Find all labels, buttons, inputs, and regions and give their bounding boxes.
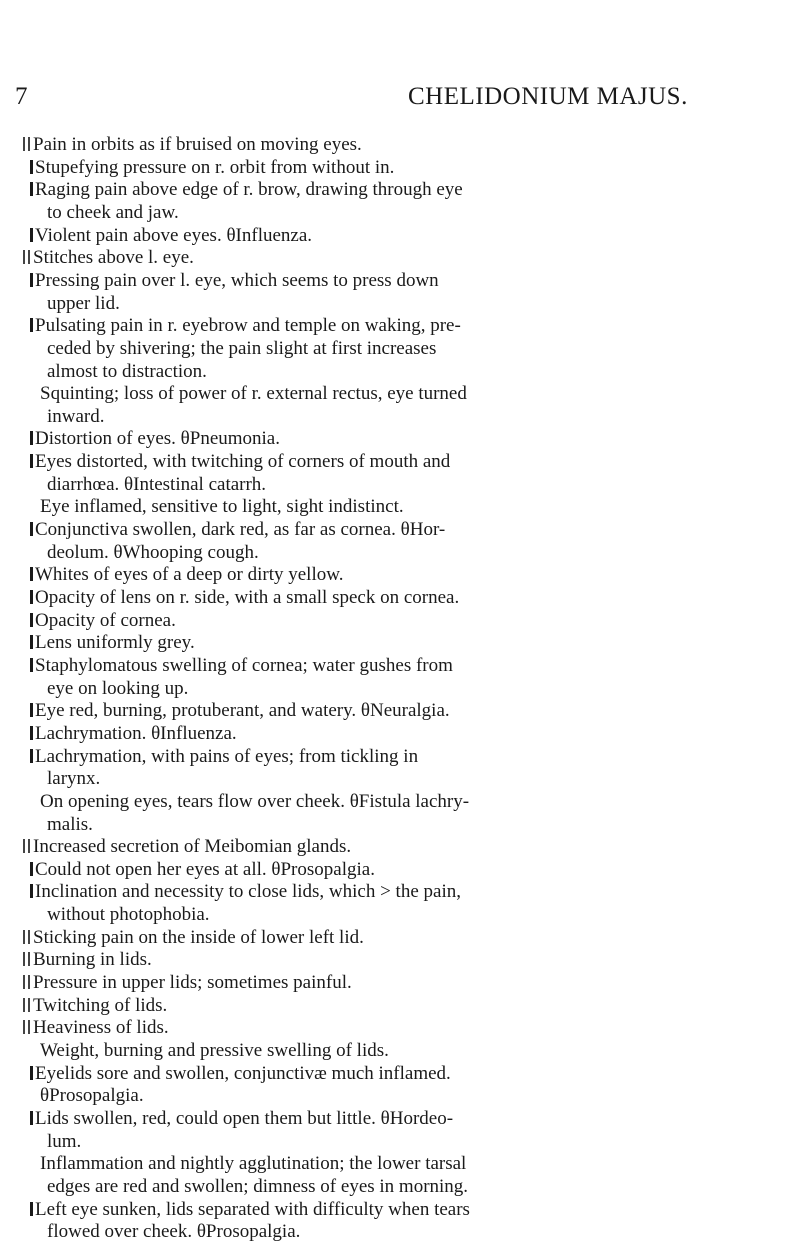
text-line	[40, 1038, 389, 1063]
line-text: Pulsating pain in r. eyebrow and temple on waking, pre-	[35, 315, 461, 337]
line-text: inward.	[47, 405, 105, 427]
text-line	[30, 721, 237, 746]
text-line	[30, 744, 418, 769]
emphasis-bar	[30, 749, 33, 763]
line-text: Whites of eyes of a deep or dirty yellow.	[35, 564, 344, 586]
text-line	[30, 268, 439, 293]
emphasis-bar	[30, 454, 33, 468]
text-line	[30, 177, 463, 202]
line-text: almost to distraction.	[47, 360, 207, 382]
emphasis-marks	[23, 925, 33, 950]
line-text: Lens uniformly grey.	[35, 632, 195, 654]
page-number: 7	[15, 83, 28, 110]
text-line	[30, 857, 375, 882]
text-line	[47, 291, 120, 316]
line-text: Distortion of eyes. θPneumonia.	[35, 428, 280, 450]
line-text: Lids swollen, red, could open them but little. θHordeo-	[35, 1107, 454, 1129]
emphasis-bar	[23, 839, 25, 853]
text-line	[47, 540, 259, 565]
text-line	[30, 608, 176, 633]
text-line	[47, 336, 436, 361]
line-text: without photophobia.	[47, 904, 210, 926]
text-line	[23, 970, 352, 995]
emphasis-marks	[23, 1015, 33, 1040]
text-line	[47, 200, 179, 225]
text-line	[30, 517, 445, 542]
emphasis-bar	[23, 1020, 25, 1034]
text-line	[30, 313, 461, 338]
text-line	[40, 1083, 144, 1108]
text-line	[23, 925, 364, 950]
text-line	[47, 766, 100, 791]
text-line	[40, 789, 469, 814]
emphasis-bar	[23, 952, 25, 966]
emphasis-bar	[30, 522, 33, 536]
text-line	[30, 1197, 470, 1222]
line-text: Squinting; loss of power of r. external rectus, eye turned	[40, 383, 467, 405]
line-text: flowed over cheek. θProsopalgia.	[47, 1221, 301, 1243]
line-text: diarrhœa. θIntestinal catarrh.	[47, 473, 267, 495]
text-line	[40, 494, 404, 519]
emphasis-bar	[28, 839, 30, 853]
text-line	[40, 1151, 466, 1176]
text-line	[30, 698, 450, 723]
running-title: CHELIDONIUM MAJUS.	[408, 83, 688, 110]
line-text: Stitches above l. eye.	[33, 247, 194, 269]
emphasis-bar	[23, 930, 25, 944]
text-line	[47, 1129, 81, 1154]
emphasis-bar	[30, 228, 33, 242]
line-text: Opacity of lens on r. side, with a small speck on cornea.	[35, 587, 460, 608]
line-text: On opening eyes, tears flow over cheek. θFistula lachry-	[40, 790, 470, 812]
emphasis-bar	[30, 613, 33, 627]
emphasis-bar	[30, 635, 33, 649]
text-line	[30, 653, 453, 678]
line-text: ceded by shivering; the pain slight at first increases	[47, 337, 437, 359]
line-text: Violent pain above eyes. θInfluenza.	[35, 224, 313, 246]
emphasis-bar	[23, 137, 25, 151]
line-text: Heaviness of lids.	[33, 1017, 169, 1039]
emphasis-bar	[30, 590, 33, 604]
emphasis-marks	[23, 970, 33, 995]
line-text: Twitching of lids.	[33, 994, 168, 1016]
line-text: Sticking pain on the inside of lower left lid.	[33, 926, 364, 948]
line-text: Eye inflamed, sensitive to light, sight indistinct.	[40, 496, 404, 518]
emphasis-bar	[30, 884, 33, 898]
line-text: Opacity of cornea.	[35, 609, 176, 631]
emphasis-bar	[30, 1202, 33, 1216]
line-text: Burning in lids.	[33, 949, 152, 971]
text-line	[23, 947, 152, 972]
text-line	[40, 381, 467, 406]
line-text: to cheek and jaw.	[47, 201, 179, 223]
emphasis-bar	[30, 318, 33, 332]
running-header	[0, 83, 800, 119]
emphasis-bar	[30, 658, 33, 672]
emphasis-bar	[30, 1066, 33, 1080]
emphasis-bar	[28, 137, 30, 151]
emphasis-marks	[23, 834, 33, 859]
line-text: upper lid.	[47, 292, 120, 314]
line-text: Left eye sunken, lids separated with difficulty when tears	[35, 1198, 470, 1220]
emphasis-bar	[30, 1111, 33, 1125]
line-text: Lachrymation, with pains of eyes; from tickling in	[35, 745, 419, 767]
line-text: Increased secretion of Meibomian glands.	[33, 836, 352, 858]
emphasis-marks	[23, 993, 33, 1018]
emphasis-bar	[28, 975, 30, 989]
text-line	[47, 1219, 300, 1244]
line-text: θProsopalgia.	[40, 1085, 144, 1107]
text-line	[23, 245, 194, 270]
text-line	[23, 834, 351, 859]
line-text: Weight, burning and pressive swelling of lids.	[40, 1040, 389, 1061]
emphasis-bar	[23, 998, 25, 1012]
line-text: Eyelids sore and swollen, conjunctivæ much inflamed.	[35, 1062, 451, 1084]
text-line	[30, 155, 394, 180]
emphasis-bar	[28, 952, 30, 966]
emphasis-bar	[23, 250, 25, 264]
text-line	[23, 132, 362, 157]
text-line	[30, 562, 343, 587]
text-line	[47, 1174, 468, 1199]
text-line	[30, 630, 195, 655]
line-text: Stupefying pressure on r. orbit from without in.	[35, 156, 395, 178]
emphasis-bar	[28, 930, 30, 944]
line-text: Staphylomatous swelling of cornea; water gushes from	[35, 654, 453, 676]
text-line	[47, 812, 93, 837]
text-line	[23, 1015, 169, 1040]
emphasis-bar	[28, 998, 30, 1012]
line-text: deolum. θWhooping cough.	[47, 541, 259, 563]
emphasis-marks	[23, 245, 33, 270]
line-text: Conjunctiva swollen, dark red, as far as cornea. θHor-	[35, 519, 446, 541]
text-line	[30, 879, 461, 904]
emphasis-bar	[28, 250, 30, 264]
emphasis-marks	[23, 132, 33, 157]
text-line	[47, 676, 188, 701]
emphasis-bar	[23, 975, 25, 989]
emphasis-bar	[30, 182, 33, 196]
line-text: larynx.	[47, 768, 101, 790]
emphasis-marks	[23, 947, 33, 972]
line-text: Pressure in upper lids; sometimes painful.	[33, 972, 352, 994]
line-text: malis.	[47, 813, 93, 835]
text-line	[30, 426, 280, 451]
line-text: edges are red and swollen; dimness of eyes in morning.	[47, 1175, 469, 1197]
line-text: lum.	[47, 1130, 82, 1152]
text-line	[47, 404, 105, 429]
text-line	[47, 359, 207, 384]
line-text: Inflammation and nightly agglutination; the lower tarsal	[40, 1153, 467, 1175]
line-text: Eyes distorted, with twitching of corners of mouth and	[35, 451, 451, 473]
line-text: Lachrymation. θInfluenza.	[35, 722, 237, 744]
line-text: eye on looking up.	[47, 677, 189, 699]
emphasis-bar	[28, 1020, 30, 1034]
line-text: Pain in orbits as if bruised on moving eyes.	[33, 134, 362, 155]
text-line	[30, 223, 312, 248]
emphasis-bar	[30, 160, 33, 174]
text-line	[30, 585, 459, 610]
text-line	[47, 902, 210, 927]
emphasis-bar	[30, 862, 33, 876]
emphasis-bar	[30, 703, 33, 717]
text-line	[30, 449, 450, 474]
line-text: Inclination and necessity to close lids, which > the pain,	[35, 881, 461, 903]
emphasis-bar	[30, 567, 33, 581]
emphasis-bar	[30, 431, 33, 445]
emphasis-bar	[30, 273, 33, 287]
text-line	[30, 1061, 451, 1086]
line-text: Pressing pain over l. eye, which seems to press down	[35, 269, 439, 291]
text-line	[23, 993, 167, 1018]
line-text: Raging pain above edge of r. brow, drawing through eye	[35, 179, 463, 201]
text-line	[47, 472, 266, 497]
emphasis-bar	[30, 726, 33, 740]
text-line	[30, 1106, 453, 1131]
line-text: Eye red, burning, protuberant, and watery. θNeuralgia.	[35, 700, 450, 722]
line-text: Could not open her eyes at all. θProsopalgia.	[35, 858, 375, 880]
